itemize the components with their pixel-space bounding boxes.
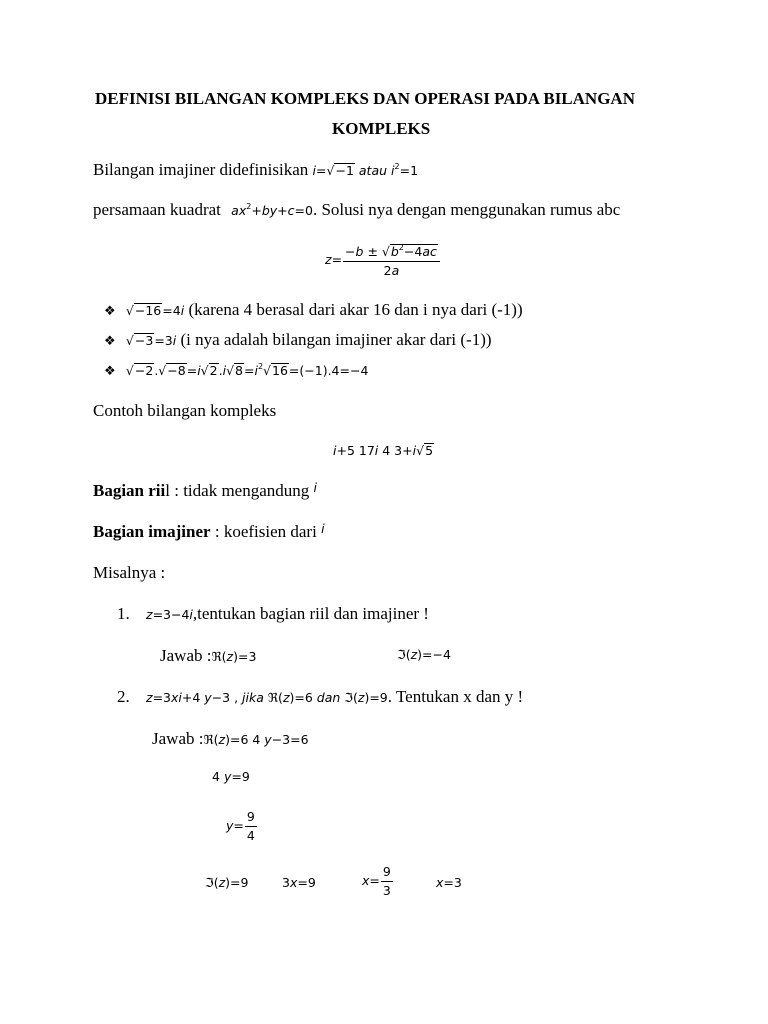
- imajiner-line: [93, 523, 325, 540]
- contoh-formula: i+5 17i 4 3+i√5: [333, 443, 434, 458]
- bullet-1: [104, 301, 523, 318]
- step-x-fraction: x= $\frac{9}{3}$: [362, 864, 391, 898]
- definition-formula: i=√−1 atau $i^2=1$: [312, 162, 419, 178]
- item-2-number: 2.: [117, 687, 130, 706]
- step-imag: ℑ(z)=9: [205, 875, 249, 890]
- title-line-1: DEFINISI BILANGAN KOMPLEKS DAN OPERASI PADA BILANGAN: [95, 89, 635, 108]
- quadratic-line: [93, 201, 620, 218]
- definition-text: Bilangan imajiner didefinisikan: [93, 160, 309, 179]
- diamond-bullet-icon: ❖: [104, 304, 116, 319]
- jawab-1-label: Jawab :: [160, 646, 212, 665]
- bullet-2-text: (i nya adalah bilangan imajiner akar dari (-1)): [180, 330, 492, 349]
- bullet-3-formula: $√-2.√-8=i√2.i√8=i^2√16=(-1).4=-4$: [125, 362, 369, 378]
- definition-line: [93, 161, 418, 178]
- bullet-1-formula: √−16=4i: [125, 303, 185, 318]
- diamond-bullet-icon: ❖: [104, 364, 116, 379]
- riil-symbol: i: [313, 480, 318, 495]
- misalnya-label: Misalnya :: [93, 563, 166, 582]
- jawab-1: [160, 647, 256, 664]
- step-3x: 3x=9: [282, 875, 316, 890]
- bullet-2-formula: √−3=3i: [125, 333, 177, 348]
- quadratic-formula: $ax^2+by+c=0$: [231, 202, 313, 218]
- jawab-2-real: ℜ(z)=6 4 y−3=6: [203, 732, 309, 747]
- jawab-1-imag: ℑ(z)=−4: [397, 647, 451, 662]
- item-1-formula: z=3−4i: [146, 607, 193, 622]
- item-2-text: . Tentukan x dan y !: [387, 687, 524, 706]
- imajiner-symbol: i: [321, 521, 325, 536]
- item-2: [117, 688, 523, 705]
- item-1-text: ,tentukan bagian riil dan imajiner !: [192, 604, 429, 623]
- bullet-3: [104, 361, 368, 378]
- jawab-2: [152, 730, 309, 747]
- bullet-2: [104, 331, 492, 348]
- item-1: [117, 605, 429, 622]
- imajiner-label: Bagian imajiner: [93, 522, 211, 541]
- abc-formula: z= $\frac{-b \pm √b^2-4ac}{2a}$: [325, 244, 441, 277]
- contoh-label: Contoh bilangan kompleks: [93, 401, 277, 420]
- riil-line: [93, 482, 317, 499]
- step-4y: 4 y=9: [212, 769, 250, 784]
- item-1-number: 1.: [117, 604, 130, 623]
- jawab-1-real: ℜ(z)=3: [211, 649, 257, 664]
- quadratic-text: persamaan kuadrat: [93, 200, 221, 219]
- riil-label: Bagian rii: [93, 481, 166, 500]
- imajiner-text: : koefisien dari: [210, 522, 317, 541]
- step-x-result: x=3: [436, 875, 462, 890]
- diamond-bullet-icon: ❖: [104, 334, 116, 349]
- riil-text: l : tidak mengandung: [165, 481, 310, 500]
- jawab-2-label: Jawab :: [152, 729, 204, 748]
- solution-text: . Solusi nya dengan menggunakan rumus abc: [312, 200, 621, 219]
- item-2-formula: z=3xi+4 y−3 , jika ℜ(z)=6 dan ℑ(z)=9: [146, 690, 388, 705]
- step-y-fraction: y= $\frac{9}{4}$: [226, 809, 255, 843]
- bullet-1-text: (karena 4 berasal dari akar 16 dan i nya dari (-1)): [188, 300, 523, 319]
- title-line-2: KOMPLEKS: [332, 119, 431, 138]
